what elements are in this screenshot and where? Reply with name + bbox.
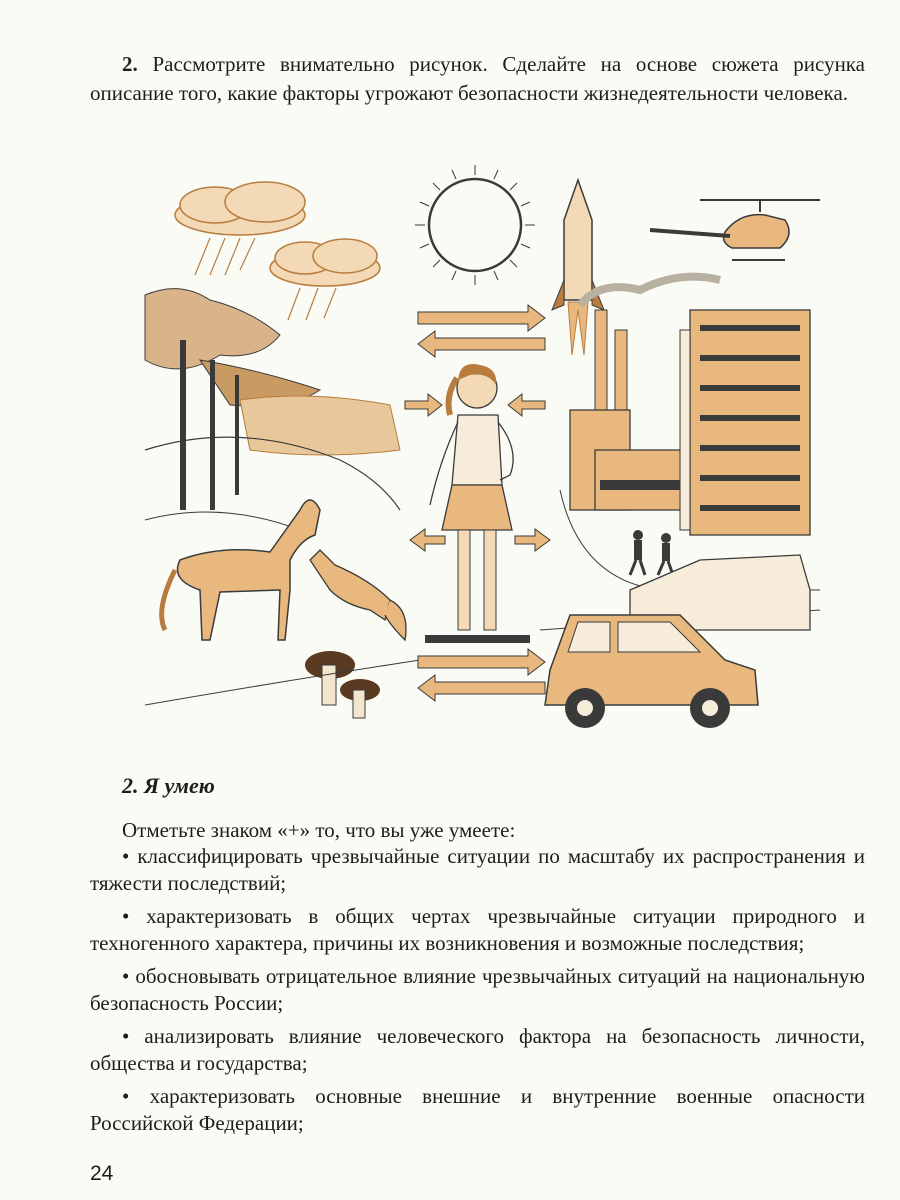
arrows-bottom [418, 649, 545, 701]
pedestrians [630, 530, 673, 575]
rain-cloud-right [270, 239, 380, 320]
illustration [140, 160, 820, 730]
helicopter-icon [650, 200, 820, 260]
list-item: • характеризовать основные внешние и внутренние военные опасности Российской Федерации; [90, 1084, 865, 1135]
forest-landscape [145, 289, 400, 530]
task-number: 2. [122, 52, 138, 76]
fox-icon [310, 550, 406, 640]
page-number: 24 [90, 1162, 114, 1185]
arrows-top [418, 305, 545, 357]
sun-icon [415, 165, 535, 285]
mushrooms-icon [305, 651, 380, 718]
task-text: Рассмотрите внимательно рисунок. Сделайте на основе сюжета рисунка описание того, какие факторы угрожают безопасности жизнедеятельности человека. [90, 52, 866, 105]
apartment-building [680, 310, 810, 535]
skills-list [90, 843, 865, 1143]
section-title: 2. Я умею [122, 773, 215, 798]
task-paragraph [90, 50, 865, 108]
section-intro: Отметьте знаком «+» то, что вы уже умеете: [122, 818, 516, 842]
list-item: • классифицировать чрезвычайные ситуации по масштабу их распространения и тяжести последствий; [90, 844, 865, 895]
list-item: • анализировать влияние человеческого фактора на безопасность личности, общества и государства; [90, 1024, 865, 1075]
list-item: • характеризовать в общих чертах чрезвычайные ситуации природного и техногенного характера, причины их возникновения и возможные последствия; [90, 904, 865, 955]
list-item: • обосновывать отрицательное влияние чрезвычайных ситуаций на национальную безопасность России; [90, 964, 865, 1015]
horse-icon [162, 500, 320, 640]
car-icon [545, 615, 758, 728]
